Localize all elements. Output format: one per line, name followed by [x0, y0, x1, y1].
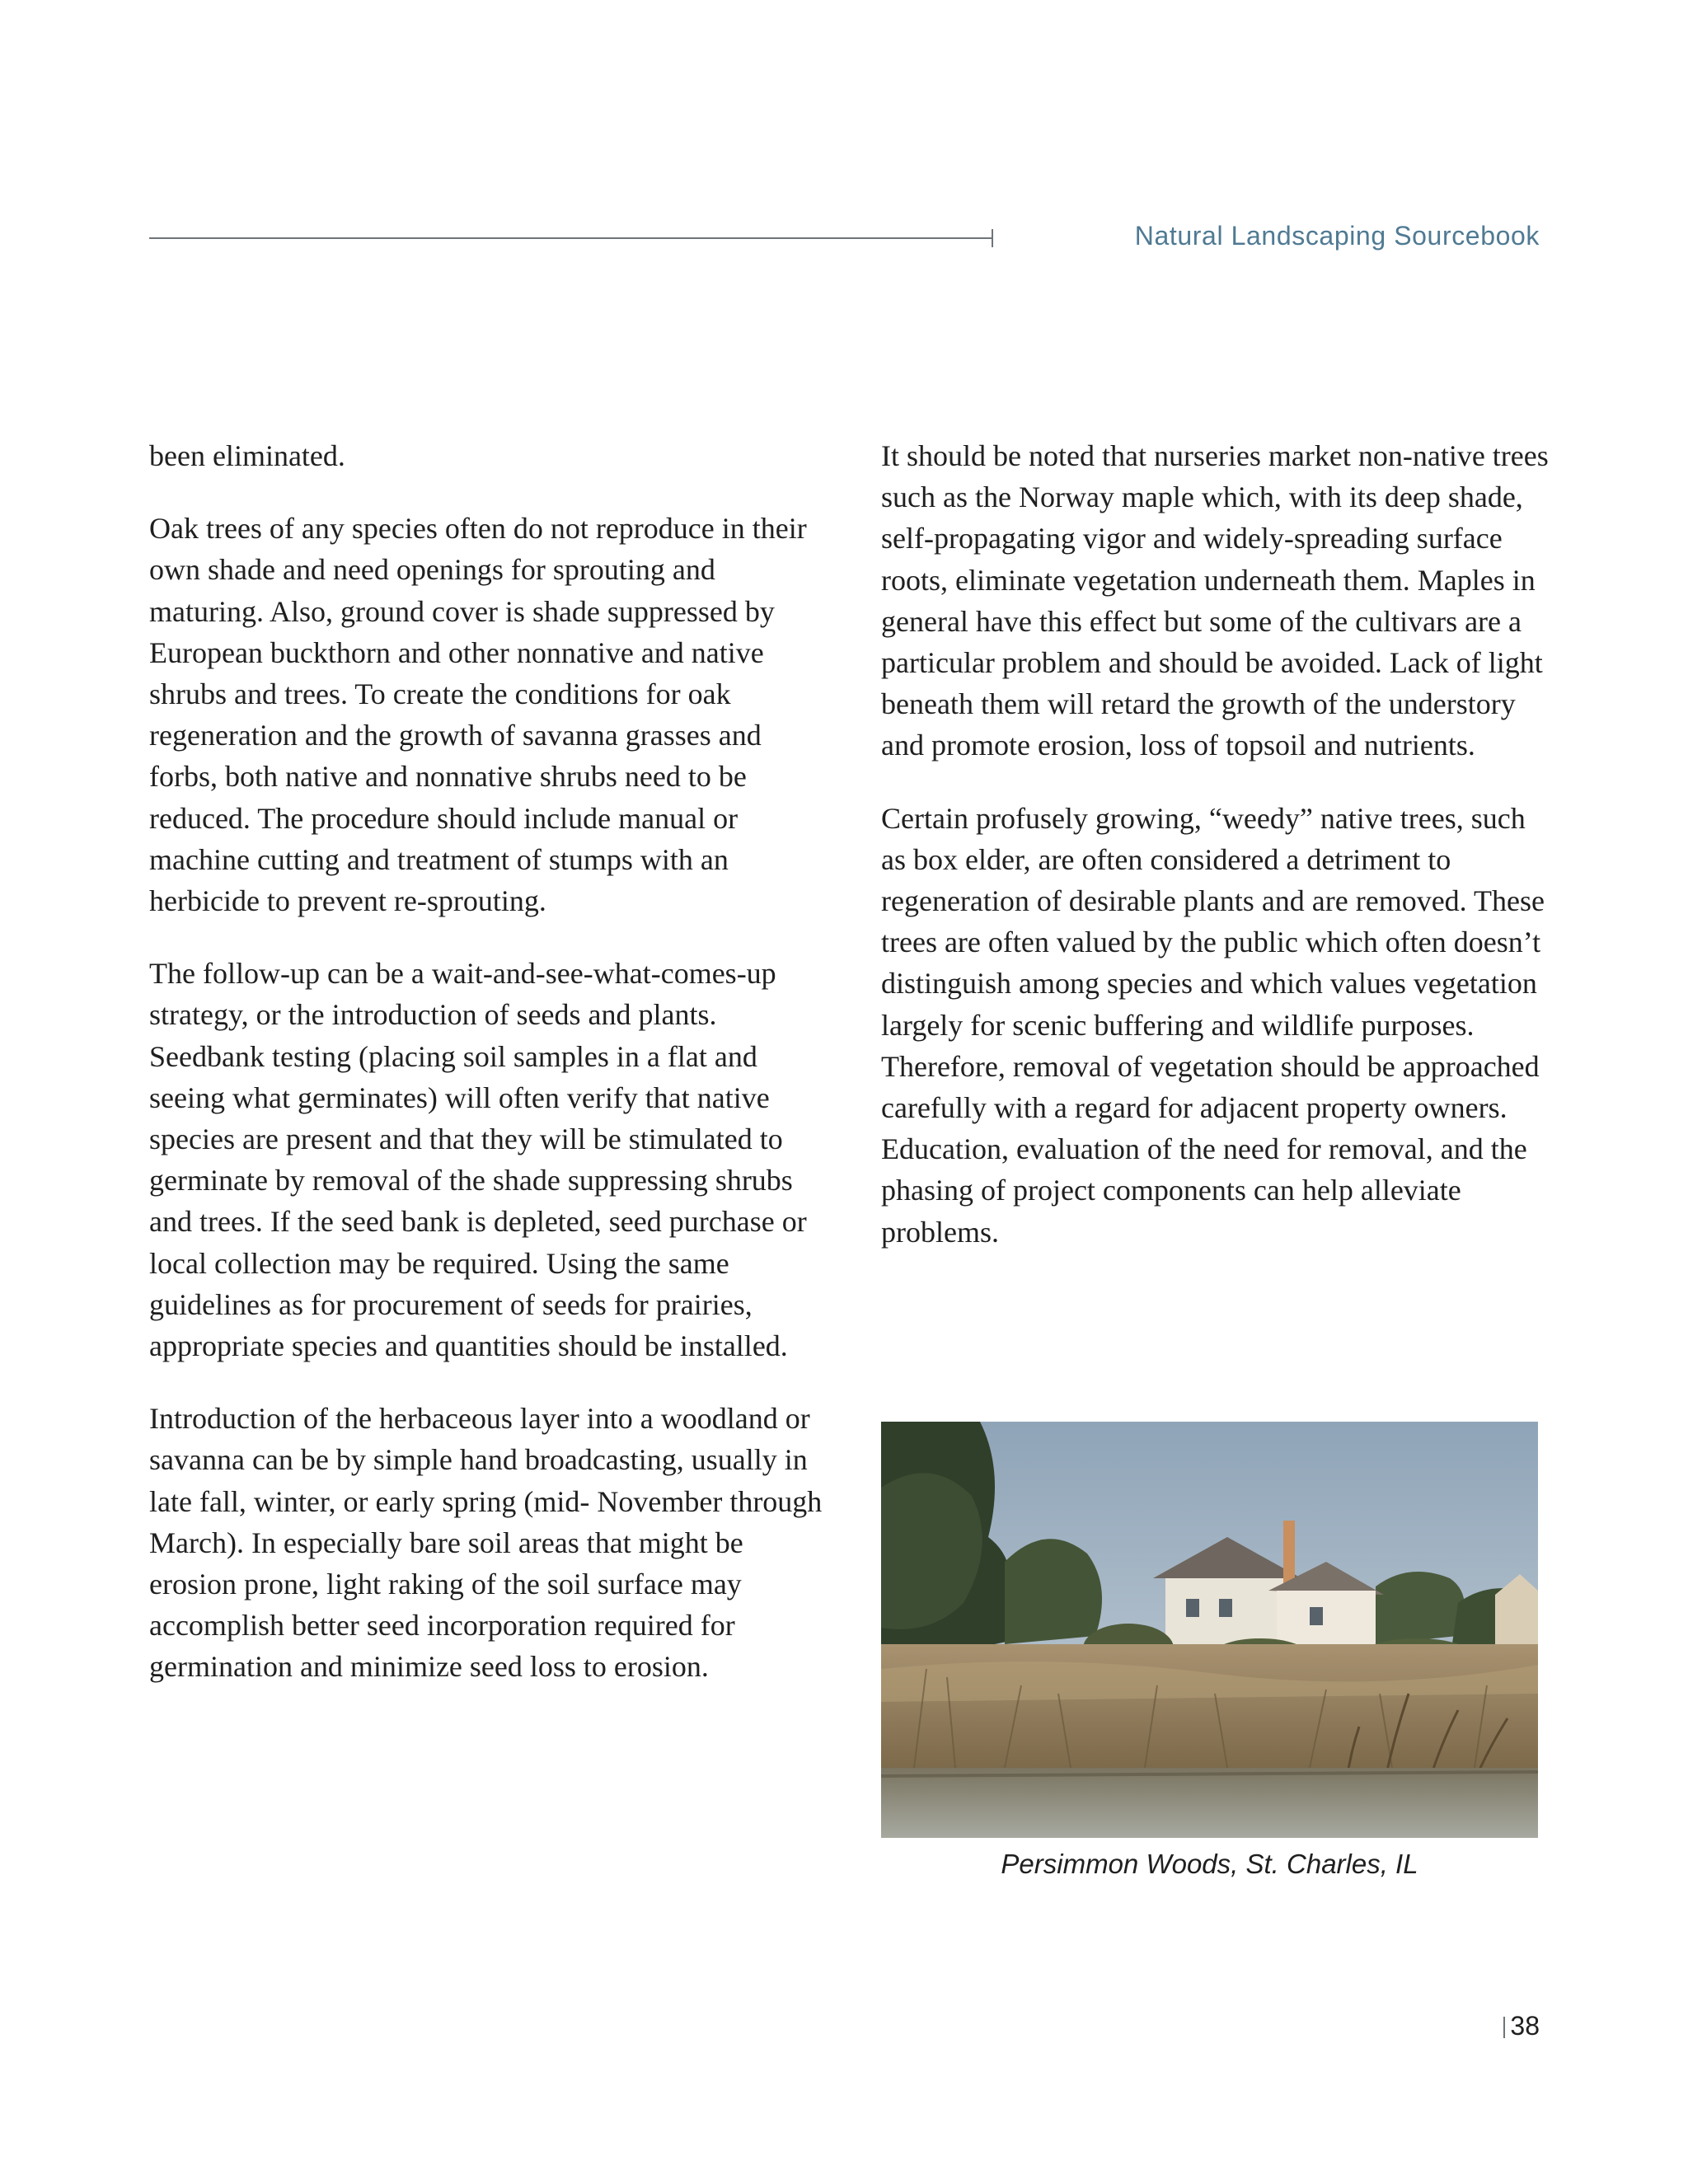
- header-rule: [149, 237, 993, 239]
- paragraph: been eliminated.: [149, 439, 345, 472]
- running-title: Natural Landscaping Sourcebook: [1134, 221, 1540, 251]
- page-number: 38: [1510, 2011, 1540, 2041]
- page-number-divider: [1503, 2017, 1505, 2038]
- paragraph: The follow-up can be a wait-and-see-what-comes-up strategy, or the introduction of seeds and plants. Seedbank testing (placing soil samples in a flat and seeing what germinates) will often verify that native species are present and that they will be stimulated to germinate by removal of the shade suppressing shrubs and trees. If the seed bank is depleted, seed purchase or local collection may be required. Using the same guidelines as for procurement of seeds for prairies, appropriate species and quantities should be installed.: [149, 957, 807, 1363]
- paragraph: It should be noted that nurseries market non-native trees such as the Norway maple which, with its deep shade, self-propagating vigor and widely-spreading surface roots, eliminate vegetation underneath them. Maples in general have this effect but some of the cultivars are a particular problem and should be avoided. Lack of light beneath them will retard the growth of the understory and promote erosion, loss of topsoil and nutrients.: [881, 439, 1549, 762]
- paragraph: Oak trees of any species often do not reproduce in their own shade and need openings for sprouting and maturing. Also, ground cover is shade suppressed by European buckthorn and other nonnative and native shrubs and trees. To create the conditions for oak regeneration and the growth of savanna grasses and forbs, both native and nonnative shrubs need to be reduced. The procedure should include manual or machine cutting and treatment of stumps with an herbicide to prevent re-sprouting.: [149, 512, 807, 918]
- paragraph: Introduction of the herbaceous layer into a woodland or savanna can be by simple hand broadcasting, usually in late fall, winter, or early spring (mid- November through March). In especially bare soil areas that might be erosion prone, light raking of the soil surface may accomplish better seed incorporation required for germination and minimize seed loss to erosion.: [149, 1402, 823, 1684]
- left-column: [149, 435, 825, 1719]
- photo-caption: Persimmon Woods, St. Charles, IL: [1001, 1849, 1418, 1879]
- landscape-photo-illustration: [881, 1422, 1538, 1838]
- landscape-photo: [881, 1422, 1538, 1838]
- right-column: [881, 435, 1557, 1284]
- paragraph: Certain profusely growing, “weedy” native trees, such as box elder, are often considered a detriment to regeneration of desirable plants and are removed. These trees are often valued by the public which often doesn’t distinguish among species and which values vegetation largely for scenic buffering and wildlife purposes. Therefore, removal of vegetation should be approached carefully with a regard for adjacent property owners. Education, evaluation of the need for removal, and the phasing of project components can help alleviate problems.: [881, 801, 1545, 1249]
- header-rule-tick: [992, 229, 993, 247]
